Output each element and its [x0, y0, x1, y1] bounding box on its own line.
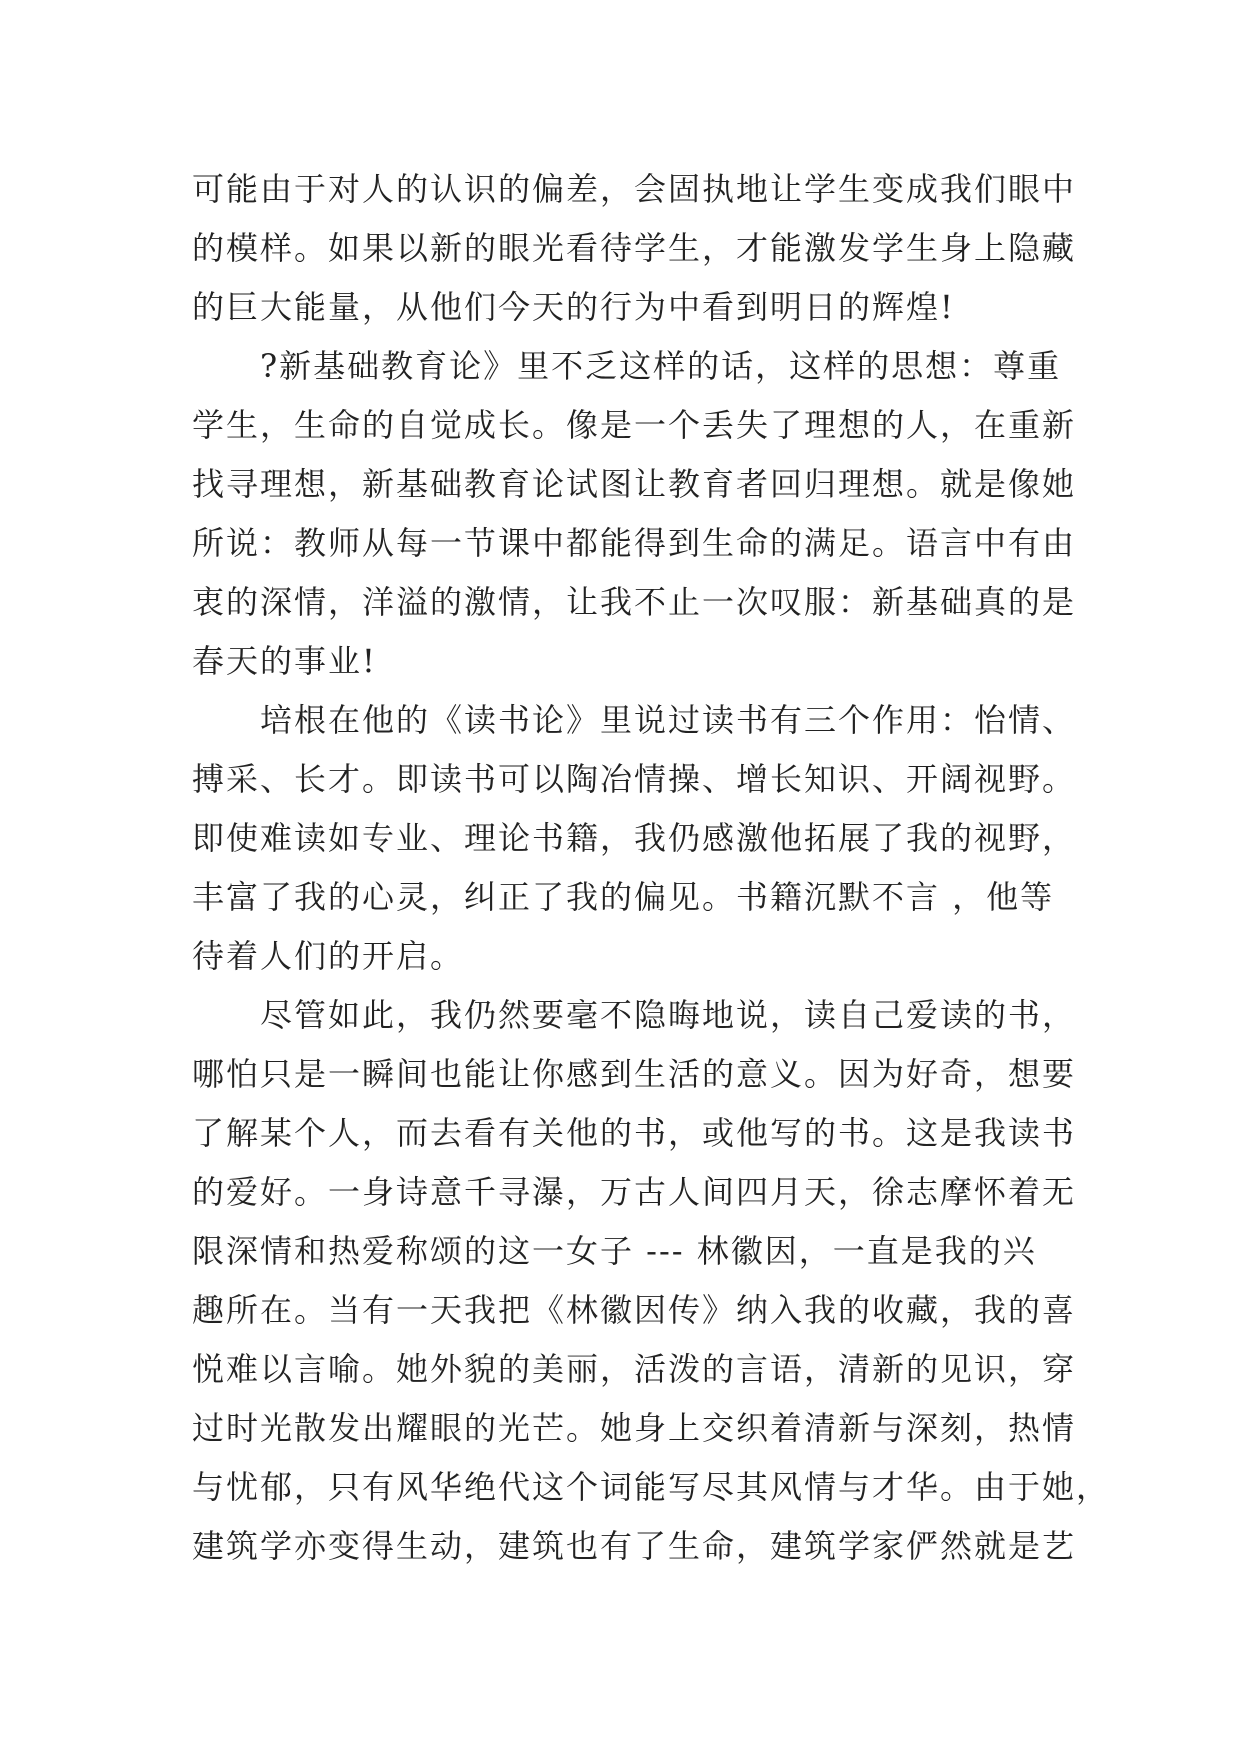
text-line: 衷的深情，洋溢的激情，让我不止一次叹服：新基础真的是 [192, 583, 1077, 621]
text-line: 所说：教师从每一节课中都能得到生命的满足。语言中有由 [192, 524, 1077, 562]
text-line: 哪怕只是一瞬间也能让你感到生活的意义。因为好奇，想要 [192, 1055, 1077, 1093]
text-line: 与忧郁，只有风华绝代这个词能写尽其风情与才华。由于她， [192, 1468, 1111, 1506]
body-text [192, 160, 1111, 1576]
text-line: ?新基础教育论》里不乏这样的话，这样的思想：尊重 [192, 347, 1062, 385]
text-line: 悦难以言喻。她外貌的美丽，活泼的言语，清新的见识，穿 [192, 1350, 1077, 1388]
text-line: 的模样。如果以新的眼光看待学生，才能激发学生身上隐藏 [192, 229, 1077, 267]
text-line: 建筑学亦变得生动，建筑也有了生命，建筑学家俨然就是艺 [192, 1527, 1077, 1565]
text-line: 搏采、长才。即读书可以陶冶情操、增长知识、开阔视野。 [192, 760, 1077, 798]
text-line: 尽管如此，我仍然要毫不隐晦地说，读自己爱读的书， [192, 996, 1077, 1034]
text-line: 限深情和热爱称颂的这一女子 --- 林徽因，一直是我的兴 [192, 1232, 1037, 1270]
text-line: 趣所在。当有一天我把《林徽因传》纳入我的收藏，我的喜 [192, 1291, 1077, 1329]
text-line: 即使难读如专业、理论书籍，我仍感激他拓展了我的视野， [192, 819, 1077, 857]
text-line: 可能由于对人的认识的偏差，会固执地让学生变成我们眼中 [192, 170, 1077, 208]
text-line: 学生，生命的自觉成长。像是一个丢失了理想的人，在重新 [192, 406, 1077, 444]
text-line: 待着人们的开启。 [192, 937, 465, 975]
text-line: 过时光散发出耀眼的光芒。她身上交织着清新与深刻，热情 [192, 1409, 1077, 1447]
text-line: 了解某个人，而去看有关他的书，或他写的书。这是我读书 [192, 1114, 1077, 1152]
text-line: 的爱好。一身诗意千寻瀑，万古人间四月天，徐志摩怀着无 [192, 1173, 1077, 1211]
text-line: 春天的事业! [192, 642, 377, 680]
text-line: 的巨大能量，从他们今天的行为中看到明日的辉煌! [192, 288, 955, 326]
text-line: 培根在他的《读书论》里说过读书有三个作用：怡情、 [192, 701, 1077, 739]
text-line: 找寻理想，新基础教育论试图让教育者回归理想。就是像她 [192, 465, 1077, 503]
text-line: 丰富了我的心灵，纠正了我的偏见。书籍沉默不言 ，他等 [192, 878, 1055, 916]
